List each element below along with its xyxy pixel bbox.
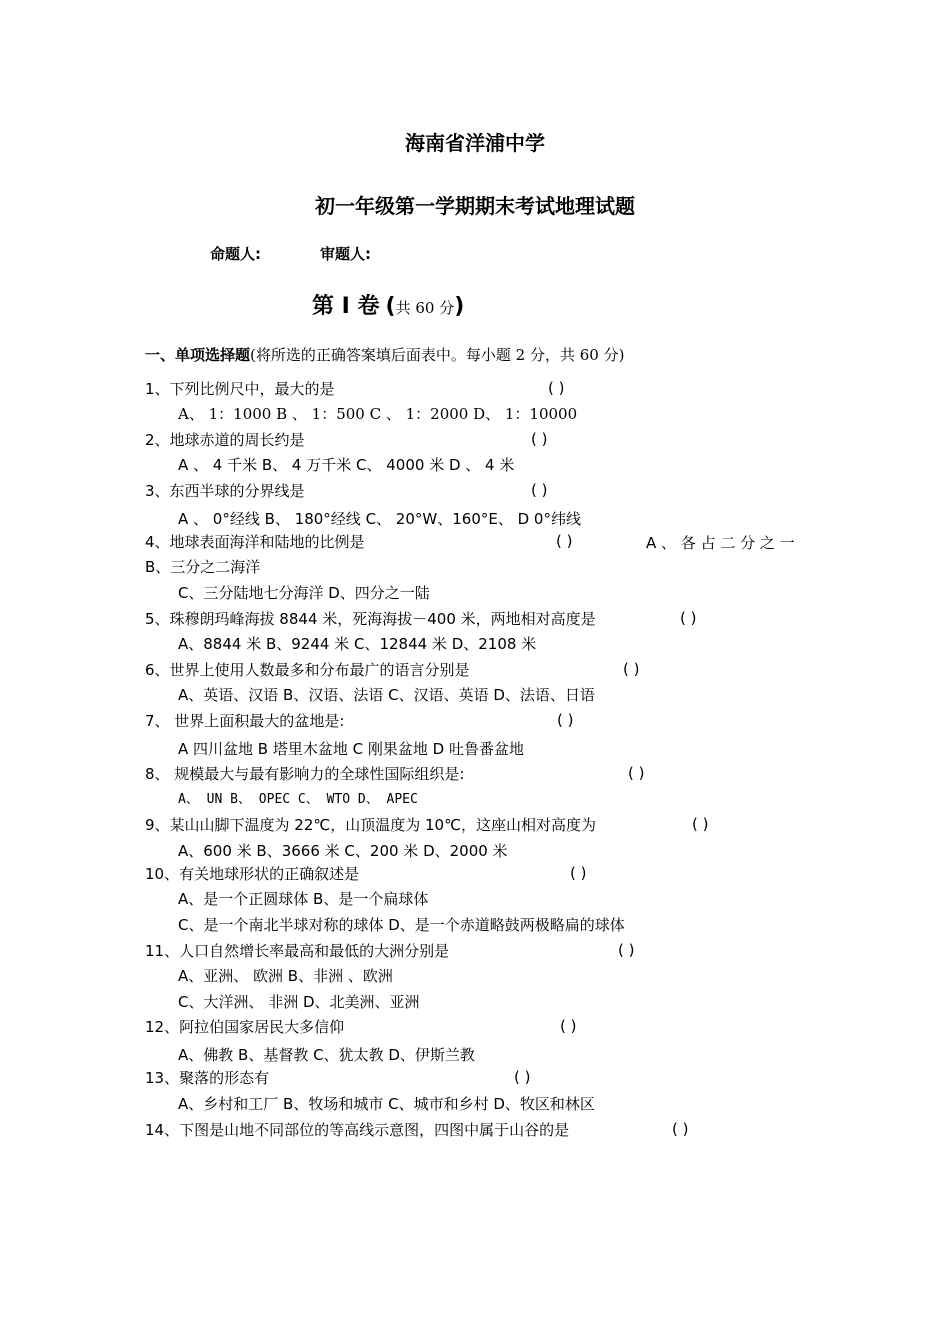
question-options: A 四川盆地 B 塔里木盆地 C 刚果盆地 D 吐鲁番盆地 [178,740,524,758]
question-options: A、佛教 B、基督教 C、犹太教 D、伊斯兰教 [178,1046,475,1064]
question-stem: 13、聚落的形态有 [145,1069,270,1087]
question-options: A、是一个正圆球体 B、是一个扁球体 [178,890,429,908]
answer-blank: ( ) [680,609,697,627]
question-stem: 7、 世界上面积最大的盆地是: [145,712,345,730]
question-options: C、三分陆地七分海洋 D、四分之一陆 [178,584,430,602]
question-options: A、8844 米 B、9244 米 C、12844 米 D、2108 米 [178,635,537,653]
question-options: A、乡村和工厂 B、牧场和城市 C、城市和乡村 D、牧区和林区 [178,1095,595,1113]
answer-blank: ( ) [556,532,573,550]
answer-blank: ( ) [692,815,709,833]
answer-blank: ( ) [531,481,548,499]
question-stem: 3、东西半球的分界线是 [145,482,305,500]
answer-blank: ( ) [514,1068,531,1086]
answer-blank: ( ) [623,660,640,678]
reviewer-label: 审题人: [320,245,371,263]
question-stem: 8、 规模最大与最有影响力的全球性国际组织是: [145,765,465,783]
question-options: A、英语、汉语 B、汉语、法语 C、汉语、英语 D、法语、日语 [178,686,595,704]
section-heading [145,344,624,365]
question-stem: 1、下列比例尺中，最大的是 [145,380,335,398]
question-stem: 9、某山山脚下温度为 22℃，山顶温度为 10℃，这座山相对高度为 [145,816,596,834]
question-stem: 4、地球表面海洋和陆地的比例是 [145,533,365,551]
setter-label: 命题人: [210,245,261,263]
volume-title: 第 I 卷 [312,294,380,319]
inline-option: A 、 各 占 二 分 之 一 [646,534,795,552]
answer-blank: ( ) [560,1017,577,1035]
question-options: B、三分之二海洋 [145,558,261,576]
question-options: A、亚洲、 欧洲 B、非洲 、欧洲 [178,967,393,985]
answer-blank: ( ) [672,1120,689,1138]
question-stem: 11、人口自然增长率最高和最低的大洲分别是 [145,942,450,960]
question-options: C、是一个南北半球对称的球体 D、是一个赤道略鼓两极略扁的球体 [178,916,625,934]
answer-blank: ( ) [531,430,548,448]
answer-blank: ( ) [548,379,565,397]
question-stem: 14、下图是山地不同部位的等高线示意图，四图中属于山谷的是 [145,1121,570,1139]
question-options: A 、 0°经线 B、 180°经线 C、 20°W、160°E、 D 0°纬线 [178,510,581,528]
school-name: 海南省洋浦中学 [405,131,545,155]
section-title: 一、单项选择题 [145,346,251,364]
question-stem: 10、有关地球形状的正确叙述是 [145,865,360,883]
question-options: A 、 4 千米 B、 4 万千米 C、 4000 米 D 、 4 米 [178,456,515,474]
question-options: A、 1：1000 B 、 1：500 C 、 1：2000 D、 1：10000 [178,405,578,423]
question-stem: 12、阿拉伯国家居民大多信仰 [145,1018,345,1036]
answer-blank: ( ) [570,864,587,882]
answer-blank: ( ) [618,941,635,959]
volume-score-open: ( [385,294,396,319]
answer-blank: ( ) [628,764,645,782]
question-options: C、大洋洲、 非洲 D、北美洲、亚洲 [178,993,420,1011]
volume-score-close: ) [454,294,465,319]
section-instruction: (将所选的正确答案填后面表中。每小题 2 分，共 60 分) [250,346,625,364]
question-stem: 2、地球赤道的周长约是 [145,431,305,449]
question-options: A、600 米 B、3666 米 C、200 米 D、2000 米 [178,842,508,860]
question-options: A、 UN B、 OPEC C、 WTO D、 APEC [178,792,418,807]
question-stem: 6、世界上使用人数最多和分布最广的语言分别是 [145,661,470,679]
volume-score: 共 60 分 [395,299,455,317]
answer-blank: ( ) [557,711,574,729]
volume-heading [312,289,464,320]
author-line [210,243,371,264]
question-stem: 5、珠穆朗玛峰海拔 8844 米，死海海拔－400 米，两地相对高度是 [145,610,596,628]
exam-title: 初一年级第一学期期末考试地理试题 [315,194,635,218]
